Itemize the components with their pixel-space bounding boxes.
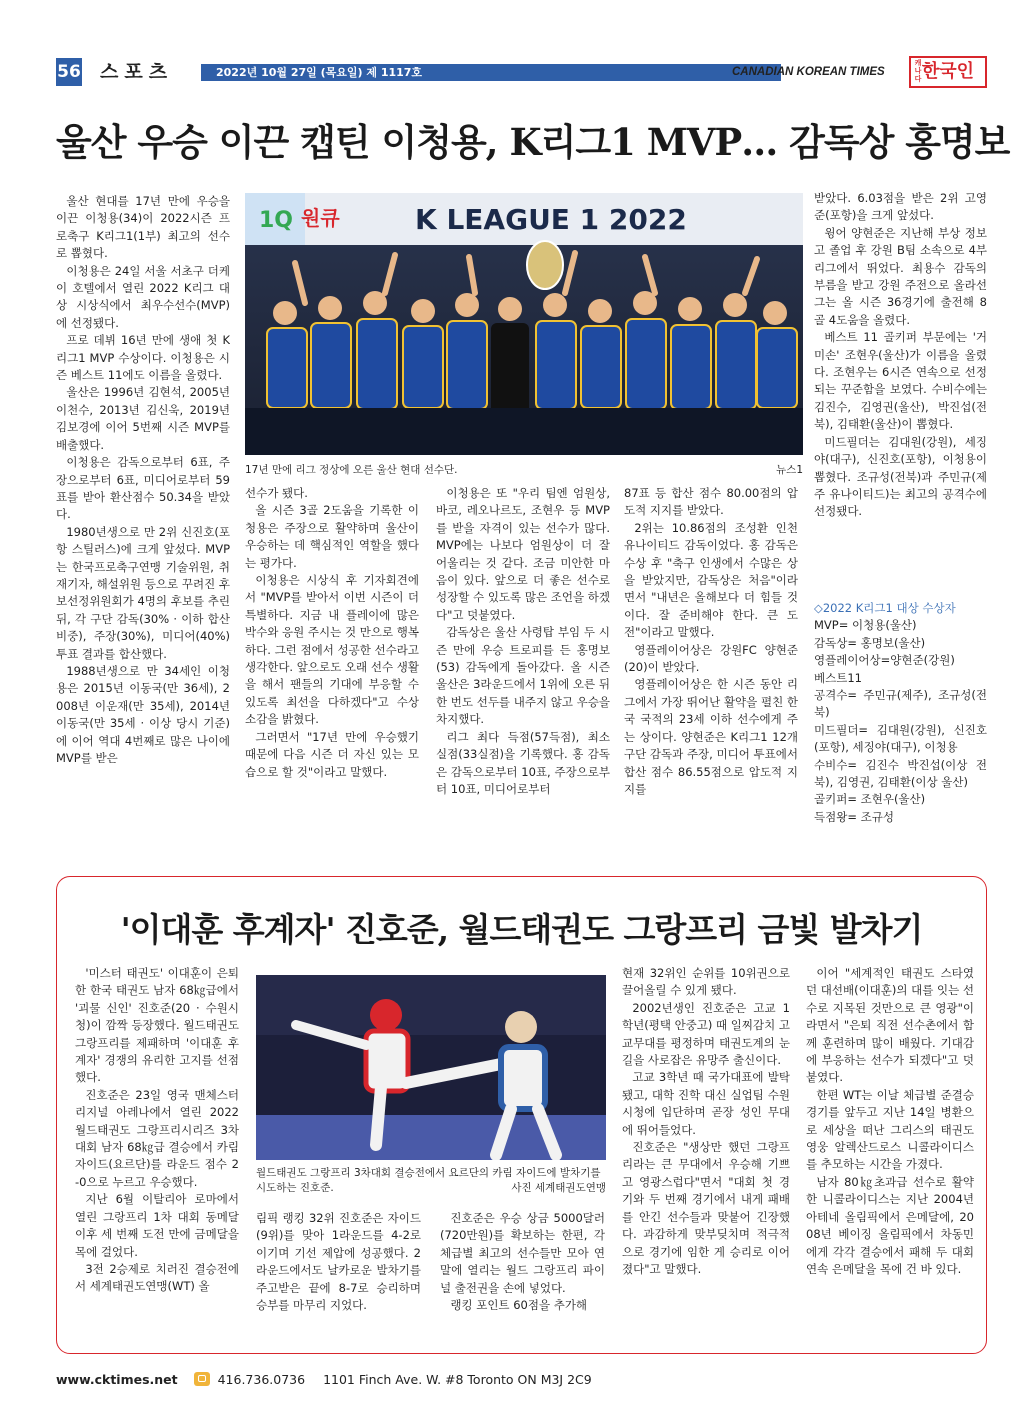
phone-number: 416.736.0736 bbox=[217, 1372, 306, 1387]
award-item: MVP= 이청용(울산) bbox=[814, 618, 917, 633]
paragraph: 1980년생으로 만 2위 신진호(포항 스틸러스)에 크게 앞섰다. MVP는 한국프로축구연맹 기술위원, 취재기자, 해설위원 등으로 꾸려진 후보선정위원회가 4명의 후보를 추린 뒤, 각 구단 감독(30% · 이하 합산 비중), 주장(30%), 미디어(40%) 투표 결과를 합산했다. bbox=[56, 524, 230, 661]
page-header bbox=[56, 56, 987, 88]
paragraph: 베스트 11 골키퍼 부문에는 '거미손' 조현우(울산)가 이름을 올렸다. 조현우는 6시즌 연속으로 선정되는 꾸준함을 보였다. 수비수에는 김진수, 김영권(울산), 박진섭(전북), 김태환(울산)이 뽑혔다. bbox=[814, 330, 987, 432]
paragraph: 1988년생으로 만 34세인 이청용은 2015년 이동국(만 36세), 2008년 이운재(만 35세), 2014년 이동국(만 35세 · 이상 당시 기준)에 이어 역대 4번째로 많은 나이에 MVP를 받은 bbox=[56, 663, 230, 765]
article1-headline: 울산 우승 이끈 캡틴 이청용, K리그1 MVP… 감독상 홍명보 bbox=[56, 120, 1010, 164]
logo-text: 한국인 bbox=[921, 61, 975, 82]
article2-headline: '이대훈 후계자' 진호준, 월드태권도 그랑프리 금빛 발차기 bbox=[120, 910, 923, 949]
article2-photo bbox=[256, 975, 606, 1160]
article1-column-1 bbox=[56, 193, 230, 838]
paragraph: 영플레이어상은 강원FC 양현준(20)이 받았다. bbox=[624, 642, 798, 675]
award-item: 공격수= 주민규(제주), 조규성(전북) bbox=[814, 688, 987, 720]
paragraph: 그러면서 "17년 만에 우승했기 때문에 다음 시즌 더 자신 있는 모습으로 할 것"이라고 말했다. bbox=[245, 729, 419, 779]
awards-title: ◇2022 K리그1 대상 수상자 bbox=[814, 601, 956, 615]
website-link[interactable]: www.cktimes.net bbox=[56, 1372, 178, 1387]
article2-column-5 bbox=[806, 965, 974, 1345]
award-item: 골키퍼= 조현우(울산) bbox=[814, 792, 926, 807]
award-item: 베스트11 bbox=[814, 670, 862, 685]
article1-photo bbox=[245, 193, 803, 455]
paragraph: 2002년생인 진호준은 고교 1학년(평택 안중고) 때 일찌감치 고교무대를 평정하며 태권도계의 눈길을 사로잡은 유망주 출신이다. bbox=[622, 1000, 790, 1068]
article1-column-4 bbox=[624, 485, 798, 838]
article2-photo-caption: 월드태권도 그랑프리 3차대회 결승전에서 요르단의 카림 자이드에 발차기를 시도하는 진호준. bbox=[256, 1167, 601, 1194]
article1-column-2 bbox=[245, 485, 419, 838]
paragraph: 2위는 10.86점의 조성환 인천 유나이티드 감독이었다. 홍 감독은 수상 후 "축구 인생에서 수많은 상을 받았지만, 감독상은 처음"이라면서 "내년은 올해보다 더 힘들 것이다. 잘 준비해야 한다. 큰 도전"이라고 말했다. bbox=[624, 520, 798, 640]
phone-icon bbox=[194, 1372, 210, 1386]
section-title: 스포츠 bbox=[100, 61, 174, 83]
paragraph: 감독상은 울산 사령탑 부임 두 시즌 만에 우승 트로피를 든 홍명보(53) 감독에게 돌아갔다. 올 시즌 울산은 3라운드에서 1위에 오른 뒤 한 번도 선두를 내주지 않고 우승을 차지했다. bbox=[436, 625, 610, 727]
article2-column-1 bbox=[75, 965, 239, 1345]
paragraph: '미스터 태권도' 이대훈이 은퇴한 한국 태권도 남자 68㎏급에서 '괴물 신인' 진호준(20 · 수원시청)이 깜짝 등장했다. 월드태권도 그랑프리를 제패하며 '이대훈 후계자' 경쟁의 유리한 고지를 선점했다. bbox=[75, 966, 239, 1085]
paragraph: 진호준은 "생상만 했던 그랑프리라는 큰 무대에서 우승해 기쁘고 영광스럽다"면서 "대회 첫 경기와 두 번째 경기에서 내게 패배를 안긴 선수들과 맞붙어 긴장했다. 과감하게 맞부딪치며 적극적으로 경기에 임한 게 승리로 이어졌다"고 말했다. bbox=[622, 1140, 790, 1276]
paragraph: 윙어 양현준은 지난해 부상 정보고 졸업 후 강원 B팀 소속으로 4부리그에서 뛰었다. 최용수 감독의 부름을 받고 강원 주전으로 올라선 그는 올 시즌 36경기에 출전해 8골 4도움을 올렸다. bbox=[814, 225, 987, 327]
paragraph: 고교 3학년 때 국가대표에 발탁됐고, 대학 진학 대신 실업팀 수원시청에 입단하며 곧장 성인 무대에 뛰어들었다. bbox=[622, 1070, 790, 1137]
awards-list bbox=[814, 617, 987, 826]
paragraph: 프로 데뷔 16년 만에 생애 첫 K리그1 MVP 수상이다. 이청용은 시즌 베스트 11에도 이름을 올렸다. bbox=[56, 333, 230, 383]
paragraph: 랭킹 포인트 60점을 추가해 bbox=[450, 1298, 588, 1313]
paragraph: 이청용은 24일 서울 서초구 더케이 호텔에서 열린 2022 K리그 대상 시상식에서 최우수선수(MVP)에 선정됐다. bbox=[56, 263, 230, 330]
award-item: 미드필더= 김대원(강원), 신진호(포항), 세징야(대구), 이청용 bbox=[814, 722, 987, 755]
paragraph: 현재 32위인 순위를 10위권으로 끌어올릴 수 있게 됐다. bbox=[622, 966, 790, 998]
article1-photo-caption: 17년 만에 리그 정상에 오른 울산 현대 선수단. bbox=[245, 464, 458, 476]
paragraph: 울산 현대를 17년 만에 우승을 이끈 이청용(34)이 2022시즌 프로축구 K리그1(1부) 최고의 선수로 뽑혔다. bbox=[56, 194, 230, 261]
paragraph: 진호준은 23일 영국 맨체스터 리지널 아레나에서 열린 2022 월드태권도 그랑프리시리즈 3차 대회 남자 68㎏급 결승에서 카림 자이드(요르단)를 라운드 점수 2-0으로 누르고 우승했다. bbox=[75, 1087, 239, 1189]
paragraph: 울산은 1996년 김현석, 2005년 이천수, 2013년 김신욱, 2019년 김보경에 이어 5번째 시즌 MVP를 배출했다. bbox=[56, 385, 230, 452]
paragraph: 영플레이어상은 한 시즌 동안 리그에서 가장 뛰어난 활약을 펼친 한국 국적의 23세 이하 선수에게 주는 상이다. 양현준은 K리그1 12개 구단 감독과 주장, 미디어 투표에서 합산 점수 86.55점으로 압도적 지지를 bbox=[624, 677, 798, 796]
svg-text:1Q: 1Q bbox=[259, 208, 294, 233]
publication-logo bbox=[909, 56, 987, 88]
article1-photo-credit: 뉴스1 bbox=[776, 464, 803, 476]
article2-column-4 bbox=[622, 965, 790, 1345]
award-item: 수비수= 김진수 박진섭(이상 전북), 김영권, 김태환(이상 울산) bbox=[814, 757, 987, 790]
paragraph: 올 시즌 3골 2도움을 기록한 이청용은 주장으로 활약하며 울산이 우승하는 데 핵심적인 역할을 했다는 평가다. bbox=[245, 503, 419, 570]
paragraph: 남자 80㎏초과급 선수로 활약한 니콜라이디스는 지난 2004년 아테네 올림픽에서 은메달에, 2008년 베이징 올림픽에서 차동민에게 각각 결승에서 패해 두 대회 연속 은메달을 목에 건 바 있다. bbox=[806, 1174, 974, 1276]
svg-text:K LEAGUE 1 2022: K LEAGUE 1 2022 bbox=[415, 203, 687, 236]
paragraph: 림픽 랭킹 32위 진호준은 자이드(9위)를 맞아 1라운드를 4-2로 이기며 기선 제압에 성공했다. 2라운드에서도 날카로운 발차기를 주고받은 끝에 8-7로 승리하며 승부를 마무리 지었다. bbox=[256, 1211, 421, 1313]
soccer-team-celebration-image bbox=[245, 193, 803, 455]
publication-name: CANADIAN KOREAN TIMES bbox=[732, 66, 885, 78]
paragraph: 이청용은 감독으로부터 6표, 주장으로부터 6표, 미디어로부터 59표를 받아 환산점수 50.34을 받았다. bbox=[56, 455, 230, 522]
article2-column-2 bbox=[256, 1210, 421, 1345]
paragraph: 이청용은 또 "우리 팀엔 엄원상, 바코, 레오나르도, 조현우 등 MVP를 받을 자격이 있는 선수가 많다. MVP에는 나보다 엄원상이 더 잘 어울리는 것 같다. 조금 미안한 마음이 있다. 앞으로 더 좋은 선수로 성장할 수 있도록 많은 조언을 하겠다"고 덧붙였다. bbox=[436, 486, 610, 622]
paragraph: 리그 최다 득점(57득점), 최소 실점(33실점)을 기록했다. 홍 감독은 감독으로부터 10표, 주장으로부터 10표, 미디어로부터 bbox=[436, 729, 610, 796]
page-footer bbox=[56, 1370, 592, 1390]
article1-column-5 bbox=[814, 190, 987, 590]
article2-photo-credit: 사진 세계태권도연맹 bbox=[511, 1182, 606, 1194]
award-item: 득점왕= 조규성 bbox=[814, 809, 894, 824]
paragraph: 선수가 됐다. bbox=[245, 486, 308, 500]
paragraph: 진호준은 우승 상금 5000달러(720만원)를 확보하는 한편, 각 체급별 최고의 선수들만 모아 연말에 열리는 월드 그랑프리 파이널 출전권을 손에 넣었다. bbox=[440, 1211, 605, 1295]
awards-box bbox=[814, 600, 987, 840]
article1-column-3 bbox=[436, 485, 610, 838]
paragraph: 이청용은 시상식 후 기자회견에서 "MVP를 받아서 이번 시즌이 더 특별하다. 지금 내 플레이에 많은 박수와 응원 주시는 것 만으로 행복하다. 그런 점에서 성공한 선수라고 생각한다. 앞으로도 오래 선수 생활을 해서 팬들의 기대에 부응할 수 있도록 최선을 다하겠다"고 수상 소감을 밝혔다. bbox=[245, 573, 419, 727]
address: 1101 Finch Ave. W. #8 Toronto ON M3J 2C9 bbox=[323, 1372, 592, 1387]
paragraph: 3전 2승제로 치러진 결승전에서 세계태권도연맹(WT) 올 bbox=[75, 1261, 239, 1294]
article2-column-3 bbox=[440, 1210, 605, 1345]
svg-text:원큐: 원큐 bbox=[301, 206, 340, 230]
award-item: 감독상= 홍명보(울산) bbox=[814, 635, 926, 650]
paragraph: 이어 "세계적인 태권도 스타였던 대선배(이대훈)의 대를 잇는 선수로 지목된 것만으로 큰 영광"이라면서 "은퇴 직전 선수촌에서 함께 훈련하며 많이 배웠다. 기대감에 부응하는 선수가 되겠다"고 덧붙였다. bbox=[806, 966, 974, 1085]
paragraph: 미드필더는 김대원(강원), 세징야(대구), 신진호(포항), 이청용이 뽑혔다. 조규성(전북)과 주민규(제주 유나이티드)는 최고의 공격수에 선정됐다. bbox=[814, 434, 987, 519]
award-item: 영플레이어상=양현준(강원) bbox=[814, 653, 955, 668]
paragraph: 받았다. 6.03점을 받은 2위 고영준(포항)을 크게 앞섰다. bbox=[814, 191, 987, 223]
page-number: 56 bbox=[56, 58, 82, 86]
paragraph: 지난 6월 이탈리아 로마에서 열린 그랑프리 1차 대회 동메달 이후 세 번째 도전 만에 금메달을 목에 걸었다. bbox=[75, 1192, 239, 1259]
paragraph: 한편 WT는 이날 체급별 준결승 경기를 앞두고 지난 14일 병환으로 세상을 떠난 그리스의 태권도 영웅 알렉산드로스 니콜라이디스를 추모하는 시간을 가졌다. bbox=[806, 1087, 974, 1172]
taekwondo-match-image bbox=[256, 975, 606, 1160]
date-issue: 2022년 10월 27일 (목요일) 제 1117호 bbox=[216, 66, 423, 79]
paragraph: 87표 등 합산 점수 80.00점의 압도적 지지를 받았다. bbox=[624, 486, 798, 518]
logo-small-text: 캐나다 bbox=[914, 59, 922, 83]
